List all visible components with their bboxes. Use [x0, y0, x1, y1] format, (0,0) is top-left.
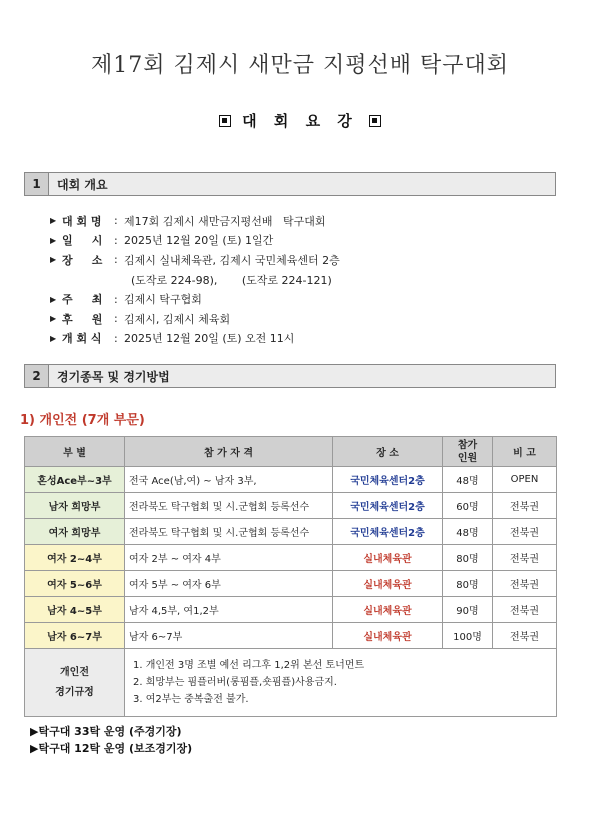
triangle-bullet-icon: ▶ — [50, 333, 57, 343]
note-cell: 전북권 — [493, 519, 557, 545]
triangle-bullet-icon: ▶ — [50, 294, 57, 304]
qualification-cell: 전라북도 탁구협회 및 시.군협회 등록선수 — [125, 519, 333, 545]
qualification-cell: 전라북도 탁구협회 및 시.군협회 등록선수 — [125, 493, 333, 519]
qualification-cell: 남자 6~7부 — [125, 623, 333, 649]
note-cell: 전북권 — [493, 597, 557, 623]
rules-content — [125, 649, 557, 717]
triangle-bullet-icon: ▶ — [50, 216, 57, 226]
triangle-bullet-icon: ▶ — [50, 314, 57, 324]
overview-row: ▶ 장 소 : 김제시 실내체육관, 김제시 국민체육센터 2층 — [50, 250, 550, 270]
overview-value: 제17회 김제시 새만금지평선배 탁구대회 — [124, 214, 326, 228]
header-division: 부 별 — [25, 437, 125, 467]
place-cell: 국민체육센터2층 — [333, 493, 443, 519]
qualification-cell: 여자 5부 ~ 여자 6부 — [125, 571, 333, 597]
overview-label: 개 회 식 — [62, 332, 102, 346]
place-cell: 국민체육센터2층 — [333, 467, 443, 493]
header-note: 비 고 — [493, 437, 557, 467]
footer-line: ▶탁구대 12탁 운영 (보조경기장) — [30, 742, 193, 755]
rules-label — [25, 649, 125, 717]
table-row — [25, 467, 557, 493]
section-number: 1 — [25, 173, 49, 195]
overview-row: ▶ 후 원 : 김제시, 김제시 체육회 — [50, 309, 550, 329]
square-icon — [219, 115, 231, 127]
division-cell: 남자 4~5부 — [25, 597, 125, 623]
note-cell: 전북권 — [493, 623, 557, 649]
overview-value: 김제시 탁구협회 — [124, 293, 202, 307]
qualification-cell: 전국 Ace(남,여) ~ 남자 3부, — [125, 467, 333, 493]
division-cell: 여자 2~4부 — [25, 545, 125, 571]
individual-events-table — [24, 436, 557, 717]
rule-item: 3. 여2부는 중복출전 불가. — [133, 694, 249, 705]
section-header-events — [24, 364, 556, 388]
table-row — [25, 519, 557, 545]
count-cell: 60명 — [443, 493, 493, 519]
place-cell: 실내체육관 — [333, 597, 443, 623]
qualification-cell: 여자 2부 ~ 여자 4부 — [125, 545, 333, 571]
division-cell: 남자 6~7부 — [25, 623, 125, 649]
overview-label: 일 시 — [62, 234, 103, 248]
note-cell: OPEN — [493, 467, 557, 493]
rules-label-line: 개인전 — [60, 666, 89, 678]
rule-item: 1. 개인전 3명 조별 예선 리그후 1,2위 본선 토너먼트 — [133, 660, 365, 671]
note-cell: 전북권 — [493, 493, 557, 519]
section-label: 경기종목 및 경기방법 — [49, 365, 555, 387]
section-number: 2 — [25, 365, 49, 387]
overview-row: ▶ 일 시 : 2025년 12월 20일 (토) 1일간 — [50, 231, 550, 251]
division-cell: 남자 희망부 — [25, 493, 125, 519]
place-cell: 실내체육관 — [333, 623, 443, 649]
overview-row: ▶ 주 최 : 김제시 탁구협회 — [50, 289, 550, 309]
count-cell: 100명 — [443, 623, 493, 649]
overview-row-continuation — [50, 270, 550, 290]
overview-value: 김제시 실내체육관, 김제시 국민체육센터 2층 — [124, 253, 340, 267]
table-row — [25, 493, 557, 519]
place-cell: 국민체육센터2층 — [333, 519, 443, 545]
overview-label: 후 원 — [62, 312, 103, 326]
note-cell: 전북권 — [493, 545, 557, 571]
place-cell: 실내체육관 — [333, 571, 443, 597]
footer-notes — [30, 723, 192, 757]
count-cell: 80명 — [443, 545, 493, 571]
header-qualification: 참 가 자 격 — [125, 437, 333, 467]
subtitle-text: 대 회 요 강 — [242, 112, 358, 130]
section-header-overview — [24, 172, 556, 196]
overview-label: 대 회 명 — [62, 214, 102, 228]
overview-label: 장 소 — [62, 253, 103, 267]
individual-heading: 1) 개인전 (7개 부문) — [20, 413, 145, 428]
overview-label: 주 최 — [62, 293, 103, 307]
note-cell: 전북권 — [493, 571, 557, 597]
division-cell: 여자 희망부 — [25, 519, 125, 545]
page-title: 제17회 김제시 새만금 지평선배 탁구대회 — [91, 53, 509, 78]
section-label: 대회 개요 — [49, 173, 555, 195]
division-cell: 혼성Ace부~3부 — [25, 467, 125, 493]
document-subtitle — [0, 110, 600, 131]
triangle-bullet-icon: ▶ — [50, 235, 57, 245]
overview-list — [50, 211, 550, 348]
count-cell: 90명 — [443, 597, 493, 623]
overview-row: ▶ 대 회 명 : 제17회 김제시 새만금지평선배 탁구대회 — [50, 211, 550, 231]
overview-value: 2025년 12월 20일 (토) 오전 11시 — [124, 332, 295, 346]
table-row — [25, 597, 557, 623]
place-cell: 실내체육관 — [333, 545, 443, 571]
footer-line: ▶탁구대 33탁 운영 (주경기장) — [30, 725, 182, 738]
qualification-cell: 남자 4,5부, 여1,2부 — [125, 597, 333, 623]
table-row — [25, 571, 557, 597]
count-cell: 48명 — [443, 519, 493, 545]
square-icon — [369, 115, 381, 127]
triangle-bullet-icon: ▶ — [50, 255, 57, 265]
header-count-text: 참가 인원 — [457, 439, 478, 464]
header-place: 장 소 — [333, 437, 443, 467]
table-row — [25, 623, 557, 649]
rules-label-line: 경기규정 — [55, 686, 94, 698]
count-cell: 48명 — [443, 467, 493, 493]
header-count — [443, 437, 493, 467]
overview-value: (도작로 224-98), (도작로 224-121) — [124, 273, 332, 287]
rule-item: 2. 희망부는 핌플러버(롱핌플,숏핌플)사용금지. — [133, 677, 337, 688]
count-cell: 80명 — [443, 571, 493, 597]
table-row — [25, 545, 557, 571]
overview-row: ▶ 개 회 식 : 2025년 12월 20일 (토) 오전 11시 — [50, 329, 550, 349]
overview-value: 2025년 12월 20일 (토) 1일간 — [124, 234, 274, 248]
division-cell: 여자 5~6부 — [25, 571, 125, 597]
overview-value: 김제시, 김제시 체육회 — [124, 312, 231, 326]
